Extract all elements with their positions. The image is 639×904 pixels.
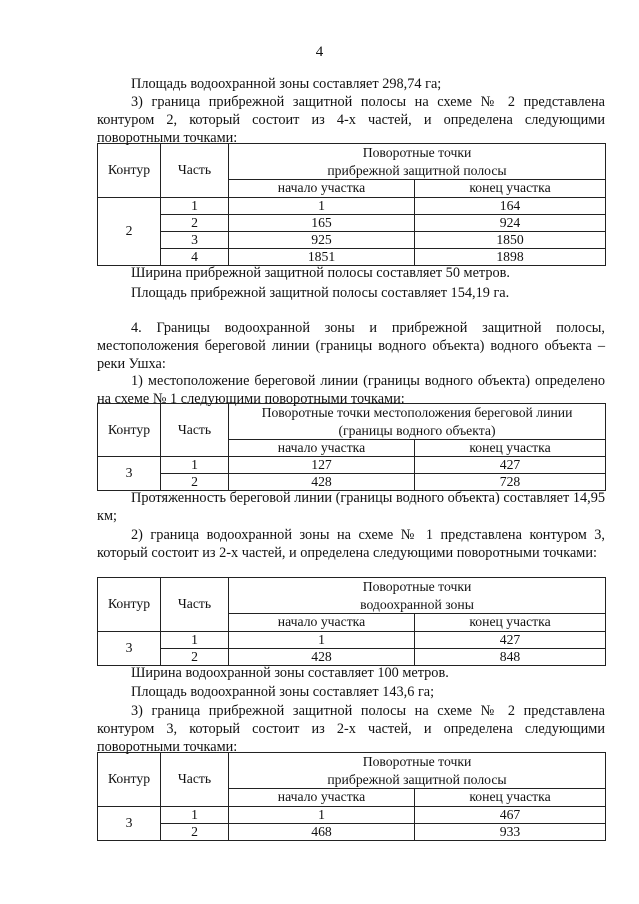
part-cell: 3 [161, 231, 229, 248]
start-cell: 165 [229, 214, 415, 231]
header-start: начало участка [229, 179, 415, 197]
end-cell: 467 [415, 806, 606, 823]
coastal-strip-boundary-text: 3) граница прибрежной защитной полосы на схеме № 2 представлена контуром 2, который состоит из 4-х частей, и определена следующими поворотными точками: [97, 94, 605, 146]
coastal-strip-points-table-2 [97, 752, 606, 841]
header-part: Часть [161, 753, 229, 807]
header-end: конец участка [415, 788, 606, 806]
part-cell: 2 [161, 823, 229, 840]
shoreline-points-table [97, 403, 606, 491]
end-cell: 1898 [415, 248, 606, 265]
header-start: начало участка [229, 788, 415, 806]
end-cell: 933 [415, 823, 606, 840]
section-4-heading: 4. Границы водоохранной зоны и прибрежной защитной полосы, местоположения береговой линии (границы водного объекта) водного объекта – реки Ушха: [97, 320, 605, 372]
start-cell: 428 [229, 473, 415, 490]
table-row [98, 473, 606, 490]
part-cell: 2 [161, 648, 229, 665]
coastal-strip-boundary-text-2: 3) граница прибрежной защитной полосы на схеме № 2 представлена контуром 3, который состоит из 2-х частей, и определена следующими поворотными точками: [97, 703, 605, 755]
water-zone-area-text-2: Площадь водоохранной зоны составляет 143,6 га; [131, 684, 435, 700]
contour-cell: 2 [98, 197, 161, 265]
header-group-line2: прибрежной защитной полосы [229, 771, 606, 789]
part-cell: 4 [161, 248, 229, 265]
end-cell: 164 [415, 197, 606, 214]
shoreline-location-text: 1) местоположение береговой линии (границы водного объекта) определено на схеме № 1 следующими поворотными точками: [97, 373, 605, 407]
contour-cell: 3 [98, 456, 161, 490]
table-row [98, 248, 606, 265]
table-row [98, 231, 606, 248]
table-row [98, 214, 606, 231]
coastal-strip-points-table [97, 143, 606, 266]
water-zone-boundary-text: 2) граница водоохранной зоны на схеме № 1 представлена контуром 3, который состоит из 2-х частей, и определена следующими поворотными точками: [97, 527, 605, 561]
start-cell: 1 [229, 631, 415, 648]
header-start: начало участка [229, 439, 415, 456]
part-cell: 2 [161, 214, 229, 231]
start-cell: 468 [229, 823, 415, 840]
part-cell: 1 [161, 806, 229, 823]
start-cell: 1 [229, 806, 415, 823]
end-cell: 848 [415, 648, 606, 665]
table-row [98, 823, 606, 840]
header-end: конец участка [415, 439, 606, 456]
header-group-line1: Поворотные точки [229, 144, 606, 162]
header-contour: Контур [98, 753, 161, 807]
header-part: Часть [161, 578, 229, 632]
end-cell: 924 [415, 214, 606, 231]
header-contour: Контур [98, 144, 161, 198]
header-contour: Контур [98, 404, 161, 457]
table-row [98, 648, 606, 665]
header-group-line2: водоохранной зоны [229, 596, 606, 614]
header-group-line1: Поворотные точки местоположения береговой линии [229, 404, 606, 422]
part-cell: 1 [161, 631, 229, 648]
coastal-strip-width-text: Ширина прибрежной защитной полосы составляет 50 метров. [131, 265, 510, 281]
page-number: 4 [315, 44, 324, 60]
header-part: Часть [161, 404, 229, 457]
start-cell: 925 [229, 231, 415, 248]
header-group-line2: прибрежной защитной полосы [229, 162, 606, 180]
start-cell: 127 [229, 456, 415, 473]
contour-cell: 3 [98, 631, 161, 665]
header-contour: Контур [98, 578, 161, 632]
header-part: Часть [161, 144, 229, 198]
header-group-line1: Поворотные точки [229, 578, 606, 596]
contour-cell: 3 [98, 806, 161, 840]
header-end: конец участка [415, 179, 606, 197]
water-zone-area-text: Площадь водоохранной зоны составляет 298,74 га; [131, 76, 442, 92]
water-zone-points-table [97, 577, 606, 666]
header-end: конец участка [415, 613, 606, 631]
header-start: начало участка [229, 613, 415, 631]
part-cell: 1 [161, 456, 229, 473]
water-zone-width-text: Ширина водоохранной зоны составляет 100 метров. [131, 665, 449, 681]
coastal-strip-area-text: Площадь прибрежной защитной полосы составляет 154,19 га. [131, 285, 510, 301]
end-cell: 427 [415, 631, 606, 648]
end-cell: 728 [415, 473, 606, 490]
part-cell: 1 [161, 197, 229, 214]
end-cell: 1850 [415, 231, 606, 248]
header-group-line2: (границы водного объекта) [229, 422, 606, 440]
start-cell: 428 [229, 648, 415, 665]
start-cell: 1851 [229, 248, 415, 265]
header-group-line1: Поворотные точки [229, 753, 606, 771]
end-cell: 427 [415, 456, 606, 473]
shoreline-length-text: Протяженность береговой линии (границы водного объекта) составляет 14,95 км; [97, 490, 605, 524]
part-cell: 2 [161, 473, 229, 490]
start-cell: 1 [229, 197, 415, 214]
